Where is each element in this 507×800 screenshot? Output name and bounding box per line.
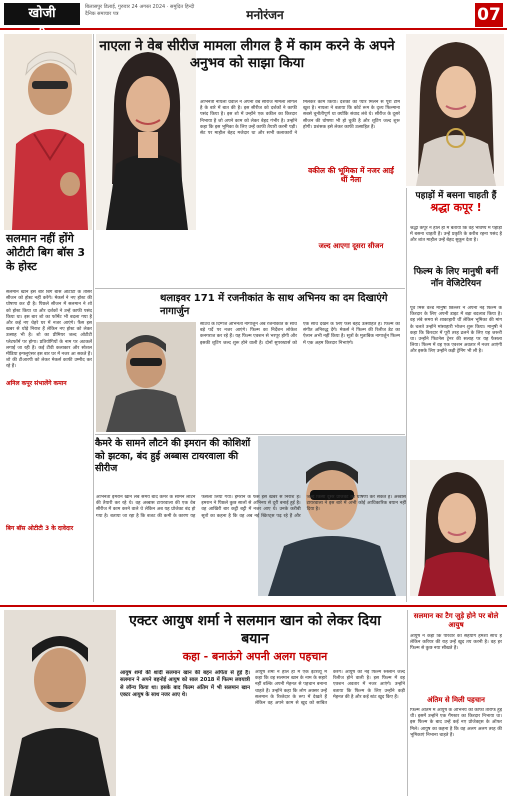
nagarjuna-illustration [96, 322, 196, 432]
body-ayush: आयुष शर्मा ने हाल ही में एक इंटरव्यू में कहा कि वह सलमान खान के नाम के सहारे नहीं बल्कि अपनी मेहनत से पहचान बनाना चाहते हैं। उन्होंने कहा कि लोग अक्सर उन्हें सलमान के रिश्तेदार के रूप में देखते हैं लेकिन वह अपने काम से खुद को साबित करेंगे। आयुष की नई फिल्म रुस्लान जल्द रिलीज होने वाली है। इस फिल्म में वह एक्शन अवतार में नजर आएंगे। उन्होंने बताया कि फिल्म के लिए उन्होंने कड़ी मेहनत की है और कई स्टंट खुद किए हैं। [255, 670, 405, 707]
column-divider [406, 188, 407, 602]
manushi-illustration [410, 460, 504, 596]
column-divider [95, 288, 405, 289]
headline-imran: कैमरे के सामने लौटने की इमरान की कोशिशों को झटका, बंद हुई अब्बास टायरवाला की सीरीज [95, 438, 251, 474]
body-ayush-antim: फिल्म अंतिम में आयुष के अभिनय की काफी तारीफ हुई थी। इसमें उन्होंने एक गैंगस्टर का किरदार निभाया था। इस फिल्म के बाद उन्हें कई नए प्रोजेक्ट्स के ऑफर मिले। आयुष का कहना है कि वह अलग अलग तरह की भूमिकाएं निभाना चाहते हैं। [410, 708, 502, 738]
masthead [0, 0, 507, 30]
subhead-nayla-role: वकील की भूमिका में नजर आईं थीं नैला [308, 166, 394, 184]
subhead-salman-host: अनिल कपूर संभालेंगे कमान [6, 380, 67, 387]
dateline: बिलासपुर डिलाई, गुरुवार 24 अगस्त 2024 · समुदित हिन्दी दैनिक समाचार पत्र [85, 4, 195, 17]
body-shraddha: श्रद्धा कपूर ने हाल ही में बताया कि वह भविष्य में पहाड़ों में बसना चाहती हैं। उन्हें प्रकृति के करीब रहना पसंद है और शांत माहौल उन्हें बेहद सुकून देता है। [410, 226, 502, 244]
subhead-ayush: कहा - बनाऊंगे अपनी अलग पहचान [182, 650, 328, 663]
subhead-ayush-antim: अंतिम से मिली पहचान [427, 696, 485, 704]
column-divider [93, 34, 94, 602]
headline-shraddha-name: श्रद्धा कपूर ! [430, 201, 482, 214]
lead-ayush: आयुष शर्मा की शादी सलमान खान की बहन अर्पिता से हुई है। सलमान ने अपने बहनोई आयुष को साल 2018 में फिल्म लवयात्री से लॉन्च किया था। इसके बाद फिल्म अंतिम में भी सलमान खान एक्टर आयुष के साथ नजर आए थे। [120, 670, 250, 699]
headline-ayush: एक्टर आयुष शर्मा ने सलमान खान को लेकर दिया बयान [129, 613, 381, 647]
headline-manushi: फिल्म के लिए मानुषी बनीं नॉन वेजिटेरियन [413, 267, 499, 289]
body-manushi: पूर्व मिस वर्ल्ड मानुषी छिल्लर ने अपनी नई फिल्म के किरदार के लिए अपनी डाइट में बड़ा बदलाव किया है। वह लंबे समय से शाकाहारी थीं लेकिन भूमिका की मांग के चलते उन्होंने मांसाहारी भोजन शुरू किया। मानुषी ने कहा कि किरदार में पूरी तरह ढलने के लिए यह जरूरी था। उन्होंने फिटनेस ट्रेनर की सलाह पर यह फैसला लिया। फिल्म में वह एक एक्शन अवतार में नजर आएंगी और इसके लिए उन्होंने कड़ी ट्रेनिंग भी ली है। [410, 306, 502, 355]
section-divider [0, 605, 507, 607]
headline-shraddha-prefix: पहाड़ों में बसना चाहती हैं [415, 191, 497, 201]
manushi-photo [410, 460, 504, 596]
salman-photo [4, 34, 92, 230]
ayush-photo [4, 610, 116, 796]
shraddha-photo [406, 34, 504, 186]
column-divider [95, 434, 405, 435]
newspaper-brand: खोजी [4, 3, 80, 25]
headline-nayla: नाएला ने वेब सीरीज मामला लीगल है में काम करने के अपने अनुभव को साझा किया [99, 38, 395, 71]
nagarjuna-photo [96, 292, 156, 322]
headline-salman: सलमान नहीं होंगे ओटीटी बिग बॉस 3 के होस्ट [6, 232, 86, 273]
headline-shraddha [410, 190, 502, 215]
subhead-nayla-season: जल्द आएगा दूसरा सीजन [318, 242, 384, 250]
body-nayla: अभिनेत्री नायला ग्रेवाल ने अपनी वेब सीरीज मामला लीगल है के बारे में बात की है। इस सीरीज को दर्शकों ने काफी पसंद किया है। इस शो में उन्होंने एक वकील का किरदार निभाया है जो अपने काम को लेकर बेहद गंभीर है। उन्होंने कहा कि इस भूमिका के लिए उन्हें काफी तैयारी करनी पड़ी। सेट पर माहौल बेहद मजेदार था और सभी कलाकारों ने मिलकर काम किया। दर्शकों का प्यार मिलने से पूरी टीम खुश है। नायला ने बताया कि कोर्ट रूम के दृश्य फिल्माना सबसे चुनौतीपूर्ण था क्योंकि संवाद लंबे थे। सीरीज के दूसरे सीजन की घोषणा भी हो चुकी है और शूटिंग जल्द शुरू होगी। प्रशंसक इसे लेकर काफी उत्साहित हैं। [200, 100, 400, 137]
headline-nagarjuna: थलाइवर 171 में रजनीकांत के साथ अभिनय का दम दिखाएंगे नागार्जुन [160, 293, 388, 317]
salman-illustration [4, 34, 92, 230]
body-imran: अभिनेता इमरान खान लंबे समय बाद कैमरे के सामने लौटने की तैयारी कर रहे थे। वह अब्बास टायरवाला की एक वेब सीरीज में काम करने वाले थे लेकिन अब यह प्रोजेक्ट बंद हो गया है। बताया जा रहा है कि बजट की कमी के कारण यह फैसला लिया गया। इमरान के फैंस इस खबर से निराश हैं। इमरान ने पिछले कुछ सालों से अभिनय से दूरी बनाई हुई है। वह आखिरी बार कट्टी बट्टी में नजर आए थे। उनके करीबी सूत्रों का कहना है कि वह अब नई स्क्रिप्ट्स पढ़ रहे हैं और जल्द किसी दूसरे प्रोजेक्ट की घोषणा कर सकते हैं। अब्बास टायरवाला ने इस बारे में अभी कोई आधिकारिक बयान नहीं दिया है। [96, 495, 406, 519]
column-divider [407, 610, 408, 796]
subhead-salman-contestants: बिग बॉस ओटीटी 3 के दावेदार [6, 525, 74, 532]
body-nagarjuna: साउथ के दिग्गज अभिनेता नागार्जुन अब रजनीकांत के साथ बड़े पर्दे पर नजर आएंगे। फिल्म का निर्देशन लोकेश कनगराज कर रहे हैं। यह फिल्म एक्शन से भरपूर होगी और इसकी शूटिंग जल्द शुरू होने वाली है। दोनों सुपरस्टार्स को एक साथ देखने के लिए फैंस बेहद उत्साहित हैं। फिल्म का संगीत अनिरुद्ध देंगे। मेकर्स ने फिल्म की रिलीज डेट का ऐलान अभी नहीं किया है। सूत्रों के मुताबिक नागार्जुन फिल्म में एक अहम किरदार निभाएंगे। [200, 322, 400, 346]
body-ayush-tag: आयुष ने कहा कि परिवार का सहयोग हमेशा साथ है लेकिन करियर की राह उन्हें खुद तय करनी है। वह हर फिल्म से कुछ नया सीखते हैं। [410, 634, 502, 652]
subhead-ayush-tag: सलमान का टैग जुड़े होने पर बोले आयुष [413, 612, 499, 629]
section-title: मनोरंजन [246, 8, 284, 22]
ayush-illustration [4, 610, 116, 796]
nagarjuna-portrait [96, 322, 196, 432]
shraddha-illustration [406, 34, 504, 186]
page-number: 07 [475, 3, 503, 27]
body-salman: सलमान खान इस बार बिग बॉस ओटीटी के तीसरे सीजन को होस्ट नहीं करेंगे। मेकर्स ने नए होस्ट की घोषणा कर दी है। पिछले सीजन में सलमान ने शो को होस्ट किया था और दर्शकों ने उन्हें काफी पसंद किया था। इस बार शो का फॉर्मेट भी बदला गया है और कई नए चेहरे घर में नजर आएंगे। फैंस इस खबर से थोड़े निराश हैं लेकिन नए होस्ट को लेकर उत्साह भी है। शो का प्रीमियर जल्द ओटीटी प्लेटफॉर्म पर होगा। प्रतियोगियों के नाम पर अटकलें लगाई जा रही हैं। कई टीवी कलाकार और सोशल मीडिया इन्फ्लुएंसर इस बार घर में नजर आ सकते हैं। शो की टीआरपी को लेकर मेकर्स काफी उम्मीद कर रहे हैं। [6, 290, 92, 370]
